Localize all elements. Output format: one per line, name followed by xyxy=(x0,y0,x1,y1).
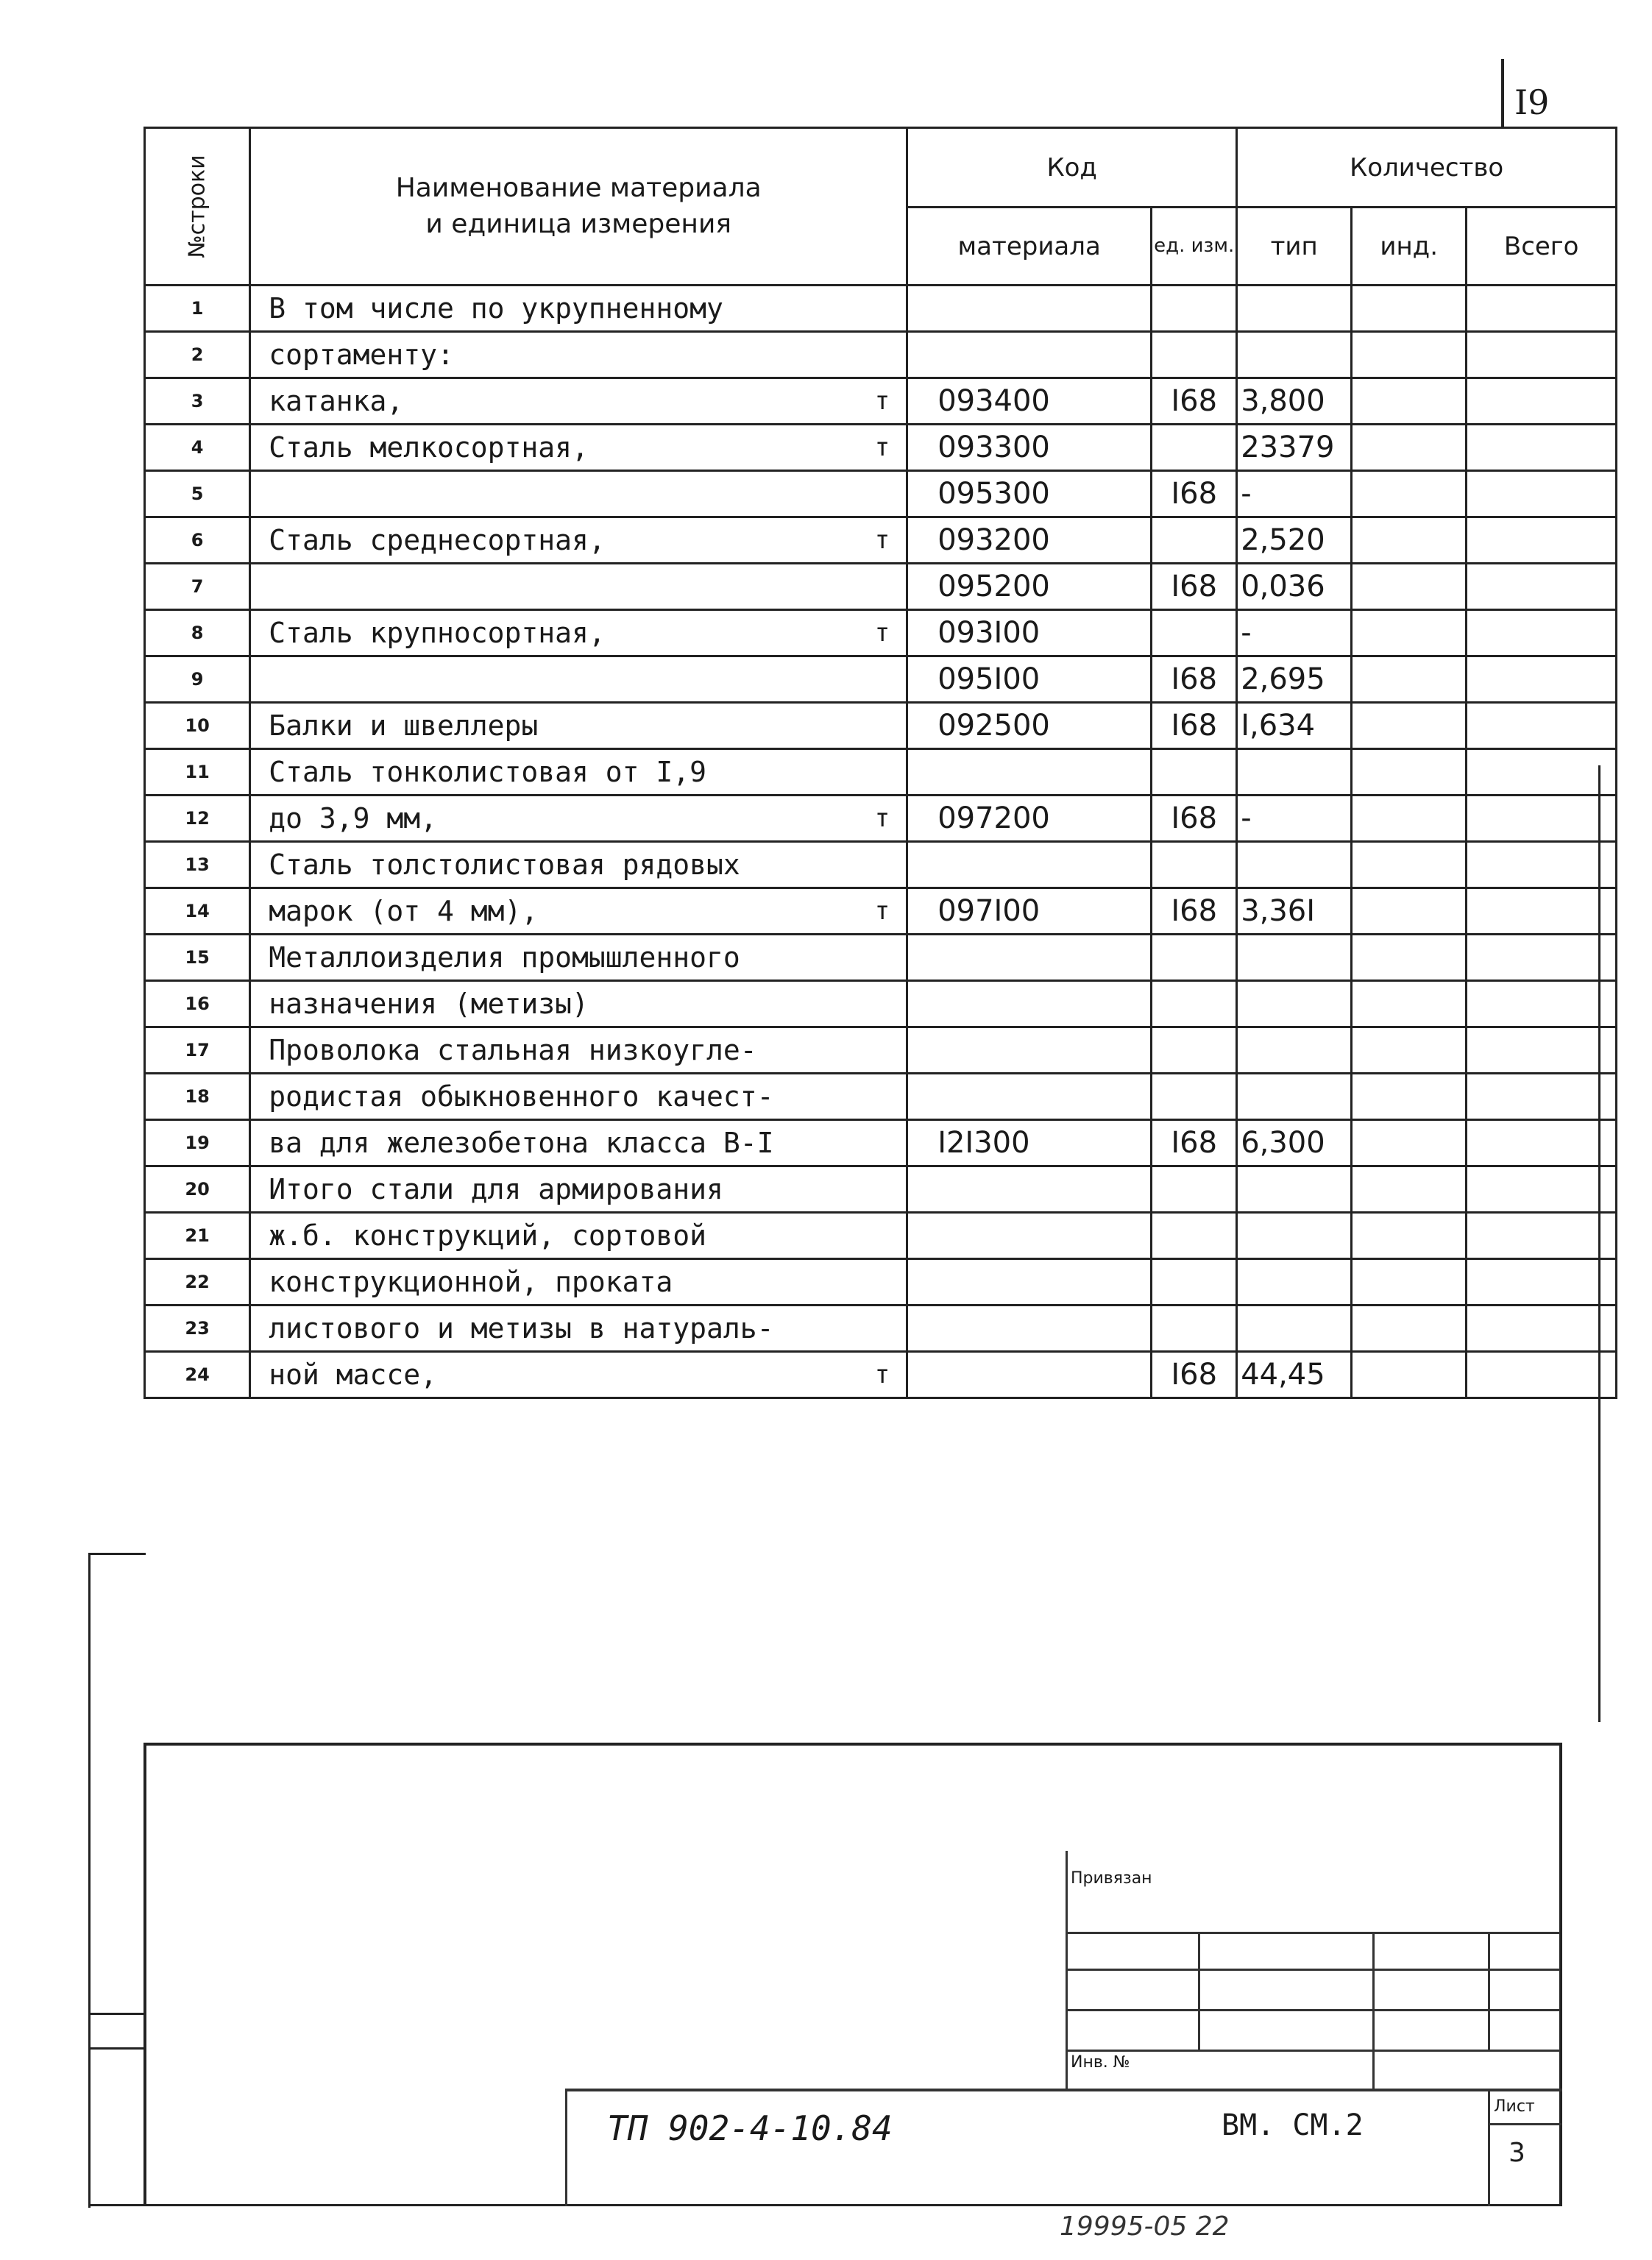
material-code xyxy=(907,332,1152,378)
quantity-type xyxy=(1237,842,1352,888)
quantity-type xyxy=(1237,935,1352,981)
table-row xyxy=(145,378,1617,425)
unit-code xyxy=(1152,1306,1237,1352)
material-unit: т xyxy=(874,804,890,833)
material-name xyxy=(250,796,907,842)
unit-code xyxy=(1152,1074,1237,1120)
material-code: 093200 xyxy=(907,517,1152,564)
sheet-label: Лист xyxy=(1494,2097,1535,2116)
row-number: 11 xyxy=(145,749,250,796)
row-number: 13 xyxy=(145,842,250,888)
material-code xyxy=(907,1213,1152,1259)
material-name-text: Сталь среднесортная, xyxy=(269,524,606,556)
quantity-ind xyxy=(1352,796,1467,842)
material-code: 095200 xyxy=(907,564,1152,610)
quantity-ind xyxy=(1352,517,1467,564)
frame-bottom-of-table xyxy=(143,1743,1562,1746)
quantity-ind xyxy=(1352,1027,1467,1074)
binding-strip-line xyxy=(88,1553,91,2208)
unit-code xyxy=(1152,935,1237,981)
material-name-text: назначения (метизы) xyxy=(269,988,589,1020)
quantity-type: - xyxy=(1237,610,1352,656)
material-name xyxy=(250,749,907,796)
material-unit: т xyxy=(874,1360,890,1389)
quantity-type: 3,36I xyxy=(1237,888,1352,935)
material-name xyxy=(250,378,907,425)
quantity-ind xyxy=(1352,1166,1467,1213)
title-block-sheet-line xyxy=(1488,2123,1561,2125)
quantity-type xyxy=(1237,1074,1352,1120)
row-number: 18 xyxy=(145,1074,250,1120)
stamp-inv-label: Инв. № xyxy=(1071,2053,1130,2072)
material-name xyxy=(250,610,907,656)
quantity-type: - xyxy=(1237,471,1352,517)
right-margin-line xyxy=(1598,765,1600,1722)
material-unit: т xyxy=(874,618,890,648)
material-name-text: до 3,9 мм, xyxy=(269,802,437,835)
quantity-ind xyxy=(1352,286,1467,332)
unit-code xyxy=(1152,1259,1237,1306)
title-block-left xyxy=(565,2089,567,2206)
frame-bottom-edge xyxy=(88,2204,1562,2206)
unit-code xyxy=(1152,286,1237,332)
header-code-unit: ед. изм. xyxy=(1152,208,1237,286)
quantity-ind xyxy=(1352,425,1467,471)
table-row xyxy=(145,1213,1617,1259)
unit-code xyxy=(1152,981,1237,1027)
unit-code xyxy=(1152,1166,1237,1213)
quantity-type xyxy=(1237,749,1352,796)
material-code: 097200 xyxy=(907,796,1152,842)
quantity-ind xyxy=(1352,1120,1467,1166)
table-row xyxy=(145,332,1617,378)
material-code: 093400 xyxy=(907,378,1152,425)
quantity-type: 23379 xyxy=(1237,425,1352,471)
table-row xyxy=(145,842,1617,888)
material-name xyxy=(250,1259,907,1306)
quantity-ind xyxy=(1352,749,1467,796)
table-row xyxy=(145,425,1617,471)
material-name-text: Сталь тонколистовая от I,9 xyxy=(269,756,707,788)
row-number: 6 xyxy=(145,517,250,564)
material-name xyxy=(250,842,907,888)
quantity-type: 3,800 xyxy=(1237,378,1352,425)
quantity-type: 0,036 xyxy=(1237,564,1352,610)
material-code xyxy=(907,842,1152,888)
material-code: 093300 xyxy=(907,425,1152,471)
unit-code: I68 xyxy=(1152,888,1237,935)
material-code xyxy=(907,286,1152,332)
quantity-total xyxy=(1467,935,1617,981)
header-qty-type: тип xyxy=(1237,208,1352,286)
unit-code: I68 xyxy=(1152,796,1237,842)
row-number: 17 xyxy=(145,1027,250,1074)
unit-code xyxy=(1152,332,1237,378)
material-code: I2I300 xyxy=(907,1120,1152,1166)
quantity-ind xyxy=(1352,888,1467,935)
material-name xyxy=(250,332,907,378)
material-name xyxy=(250,1027,907,1074)
material-name-text: Сталь крупносортная, xyxy=(269,617,606,649)
row-number: 20 xyxy=(145,1166,250,1213)
row-number: 1 xyxy=(145,286,250,332)
table-row xyxy=(145,1027,1617,1074)
quantity-type xyxy=(1237,1027,1352,1074)
material-unit: т xyxy=(874,386,890,416)
header-name-line1: Наименование материала xyxy=(395,172,762,203)
quantity-total xyxy=(1467,888,1617,935)
row-number: 9 xyxy=(145,656,250,703)
stamp-line-1 xyxy=(1066,1932,1560,1934)
material-name xyxy=(250,1306,907,1352)
row-number: 5 xyxy=(145,471,250,517)
quantity-ind xyxy=(1352,332,1467,378)
materials-table xyxy=(143,127,1617,1399)
material-code xyxy=(907,981,1152,1027)
row-number: 10 xyxy=(145,703,250,749)
quantity-ind xyxy=(1352,1213,1467,1259)
material-name xyxy=(250,286,907,332)
quantity-total xyxy=(1467,610,1617,656)
document-code: ТП 902-4-10.84 xyxy=(607,2108,893,2148)
frame-left-edge xyxy=(143,1743,146,2206)
material-name-text: Итого стали для армирования xyxy=(269,1173,723,1205)
row-number: 2 xyxy=(145,332,250,378)
quantity-total xyxy=(1467,332,1617,378)
material-name-text: Проволока стальная низкоугле- xyxy=(269,1034,757,1066)
quantity-total xyxy=(1467,1306,1617,1352)
header-name-line2: и единица измерения xyxy=(425,208,732,239)
binding-strip-divider-1 xyxy=(88,2013,146,2015)
table-row xyxy=(145,1306,1617,1352)
material-code xyxy=(907,935,1152,981)
material-name-text: сортаменту: xyxy=(269,339,454,371)
material-name-text: Металлоизделия промышленного xyxy=(269,941,740,974)
header-row-number: №строки xyxy=(145,128,250,286)
material-name xyxy=(250,517,907,564)
unit-code: I68 xyxy=(1152,564,1237,610)
quantity-ind xyxy=(1352,1074,1467,1120)
row-number: 21 xyxy=(145,1213,250,1259)
quantity-total xyxy=(1467,378,1617,425)
material-code xyxy=(907,1306,1152,1352)
quantity-total xyxy=(1467,1259,1617,1306)
material-unit: т xyxy=(874,433,890,462)
row-number: 23 xyxy=(145,1306,250,1352)
quantity-type: 2,520 xyxy=(1237,517,1352,564)
material-name-text: марок (от 4 мм), xyxy=(269,895,539,927)
quantity-type xyxy=(1237,286,1352,332)
header-code: Код xyxy=(907,128,1237,208)
material-code xyxy=(907,1027,1152,1074)
quantity-total xyxy=(1467,1027,1617,1074)
quantity-total xyxy=(1467,471,1617,517)
header-material-name xyxy=(250,128,907,286)
row-number: 24 xyxy=(145,1352,250,1398)
material-code xyxy=(907,1352,1152,1398)
unit-code xyxy=(1152,749,1237,796)
material-code xyxy=(907,749,1152,796)
title-block-top xyxy=(565,2089,1562,2091)
table-row xyxy=(145,796,1617,842)
quantity-ind xyxy=(1352,471,1467,517)
frame-right-edge xyxy=(1559,1743,1562,2206)
table-row xyxy=(145,1074,1617,1120)
row-number: 7 xyxy=(145,564,250,610)
table-row xyxy=(145,981,1617,1027)
material-name xyxy=(250,1166,907,1213)
unit-code: I68 xyxy=(1152,378,1237,425)
table-row xyxy=(145,656,1617,703)
unit-code xyxy=(1152,1213,1237,1259)
quantity-ind xyxy=(1352,656,1467,703)
quantity-ind xyxy=(1352,564,1467,610)
row-number: 22 xyxy=(145,1259,250,1306)
material-name-text: Сталь мелкосортная, xyxy=(269,431,589,464)
unit-code xyxy=(1152,842,1237,888)
material-code xyxy=(907,1166,1152,1213)
row-number: 19 xyxy=(145,1120,250,1166)
quantity-total xyxy=(1467,703,1617,749)
material-code: 095I00 xyxy=(907,656,1152,703)
table-row xyxy=(145,610,1617,656)
material-name xyxy=(250,1120,907,1166)
stamp-col-1 xyxy=(1198,1932,1200,2050)
table-row xyxy=(145,749,1617,796)
table-row xyxy=(145,286,1617,332)
material-name xyxy=(250,703,907,749)
material-code: 092500 xyxy=(907,703,1152,749)
material-name-text: конструкционной, проката xyxy=(269,1266,673,1298)
material-name xyxy=(250,1074,907,1120)
material-name-text: В том числе по укрупненному xyxy=(269,292,723,325)
quantity-total xyxy=(1467,1213,1617,1259)
unit-code: I68 xyxy=(1152,471,1237,517)
row-number: 16 xyxy=(145,981,250,1027)
header-quantity: Количество xyxy=(1237,128,1617,208)
table-row xyxy=(145,1120,1617,1166)
unit-code: I68 xyxy=(1152,703,1237,749)
stamp-line-2 xyxy=(1066,1969,1560,1971)
stamp-line-3 xyxy=(1066,2009,1560,2011)
quantity-ind xyxy=(1352,935,1467,981)
quantity-ind xyxy=(1352,610,1467,656)
table-row xyxy=(145,564,1617,610)
table-row xyxy=(145,1259,1617,1306)
quantity-total xyxy=(1467,981,1617,1027)
table-row xyxy=(145,471,1617,517)
material-name-text: родистая обыкновенного качест- xyxy=(269,1080,774,1113)
table-row xyxy=(145,517,1617,564)
quantity-total xyxy=(1467,842,1617,888)
material-name-text: ж.б. конструкций, сортовой xyxy=(269,1219,707,1252)
quantity-total xyxy=(1467,1120,1617,1166)
quantity-ind xyxy=(1352,842,1467,888)
quantity-total xyxy=(1467,1166,1617,1213)
material-name-text: катанка, xyxy=(269,385,404,417)
quantity-type xyxy=(1237,1166,1352,1213)
material-name xyxy=(250,935,907,981)
unit-code: I68 xyxy=(1152,1120,1237,1166)
row-number: 8 xyxy=(145,610,250,656)
quantity-total xyxy=(1467,796,1617,842)
quantity-ind xyxy=(1352,1259,1467,1306)
table-row xyxy=(145,703,1617,749)
material-name-text: Балки и швеллеры xyxy=(269,709,539,742)
quantity-total xyxy=(1467,1074,1617,1120)
material-name-text: листового и метизы в натураль- xyxy=(269,1312,774,1345)
row-number: 12 xyxy=(145,796,250,842)
quantity-ind xyxy=(1352,1306,1467,1352)
table-row xyxy=(145,935,1617,981)
document-section: ВМ. СМ.2 xyxy=(1222,2108,1364,2142)
quantity-ind xyxy=(1352,1352,1467,1398)
row-number: 14 xyxy=(145,888,250,935)
material-name-text: ной массе, xyxy=(269,1359,437,1391)
page-number: I9 xyxy=(1514,82,1550,122)
quantity-ind xyxy=(1352,981,1467,1027)
unit-code xyxy=(1152,610,1237,656)
table-row xyxy=(145,1166,1617,1213)
binding-strip-top xyxy=(88,1553,146,1555)
quantity-total xyxy=(1467,286,1617,332)
quantity-type: - xyxy=(1237,796,1352,842)
material-name xyxy=(250,1352,907,1398)
stamp-bound-label: Привязан xyxy=(1071,1869,1152,1888)
binding-strip-divider-2 xyxy=(88,2047,146,2050)
quantity-total xyxy=(1467,564,1617,610)
material-code: 097I00 xyxy=(907,888,1152,935)
material-code: 095300 xyxy=(907,471,1152,517)
material-name xyxy=(250,888,907,935)
quantity-total xyxy=(1467,749,1617,796)
unit-code: I68 xyxy=(1152,656,1237,703)
material-name xyxy=(250,656,907,703)
quantity-type xyxy=(1237,1213,1352,1259)
quantity-total xyxy=(1467,425,1617,471)
quantity-type: 2,695 xyxy=(1237,656,1352,703)
material-code xyxy=(907,1259,1152,1306)
quantity-type xyxy=(1237,981,1352,1027)
unit-code: I68 xyxy=(1152,1352,1237,1398)
header-qty-ind: инд. xyxy=(1352,208,1467,286)
quantity-type: 44,45 xyxy=(1237,1352,1352,1398)
material-name xyxy=(250,1213,907,1259)
material-name xyxy=(250,564,907,610)
quantity-type: 6,300 xyxy=(1237,1120,1352,1166)
material-code: 093I00 xyxy=(907,610,1152,656)
material-code xyxy=(907,1074,1152,1120)
quantity-type xyxy=(1237,332,1352,378)
material-unit: т xyxy=(874,525,890,555)
quantity-ind xyxy=(1352,378,1467,425)
quantity-total xyxy=(1467,656,1617,703)
row-number: 3 xyxy=(145,378,250,425)
stamp-col-2 xyxy=(1372,1932,1375,2090)
material-name xyxy=(250,425,907,471)
stamp-line-4 xyxy=(1066,2050,1560,2052)
material-name xyxy=(250,981,907,1027)
row-number: 4 xyxy=(145,425,250,471)
sheet-number: 3 xyxy=(1509,2138,1525,2168)
material-name-text: ва для железобетона класса В-I xyxy=(269,1127,774,1159)
unit-code xyxy=(1152,1027,1237,1074)
row-number: 15 xyxy=(145,935,250,981)
table-row xyxy=(145,888,1617,935)
title-block-sheet-divider xyxy=(1488,2089,1490,2206)
material-unit: т xyxy=(874,896,890,926)
footer-archive-number: 19995-05 22 xyxy=(1060,2211,1230,2242)
table-row xyxy=(145,1352,1617,1398)
quantity-total xyxy=(1467,517,1617,564)
quantity-type xyxy=(1237,1306,1352,1352)
header-code-material: материала xyxy=(907,208,1152,286)
quantity-type: I,634 xyxy=(1237,703,1352,749)
header-qty-total: Всего xyxy=(1467,208,1617,286)
material-name xyxy=(250,471,907,517)
material-name-text: Сталь толстолистовая рядовых xyxy=(269,849,740,881)
unit-code xyxy=(1152,517,1237,564)
page-number-bar xyxy=(1501,59,1504,127)
stamp-col-3 xyxy=(1488,1932,1490,2050)
quantity-total xyxy=(1467,1352,1617,1398)
quantity-type xyxy=(1237,1259,1352,1306)
quantity-ind xyxy=(1352,703,1467,749)
unit-code xyxy=(1152,425,1237,471)
